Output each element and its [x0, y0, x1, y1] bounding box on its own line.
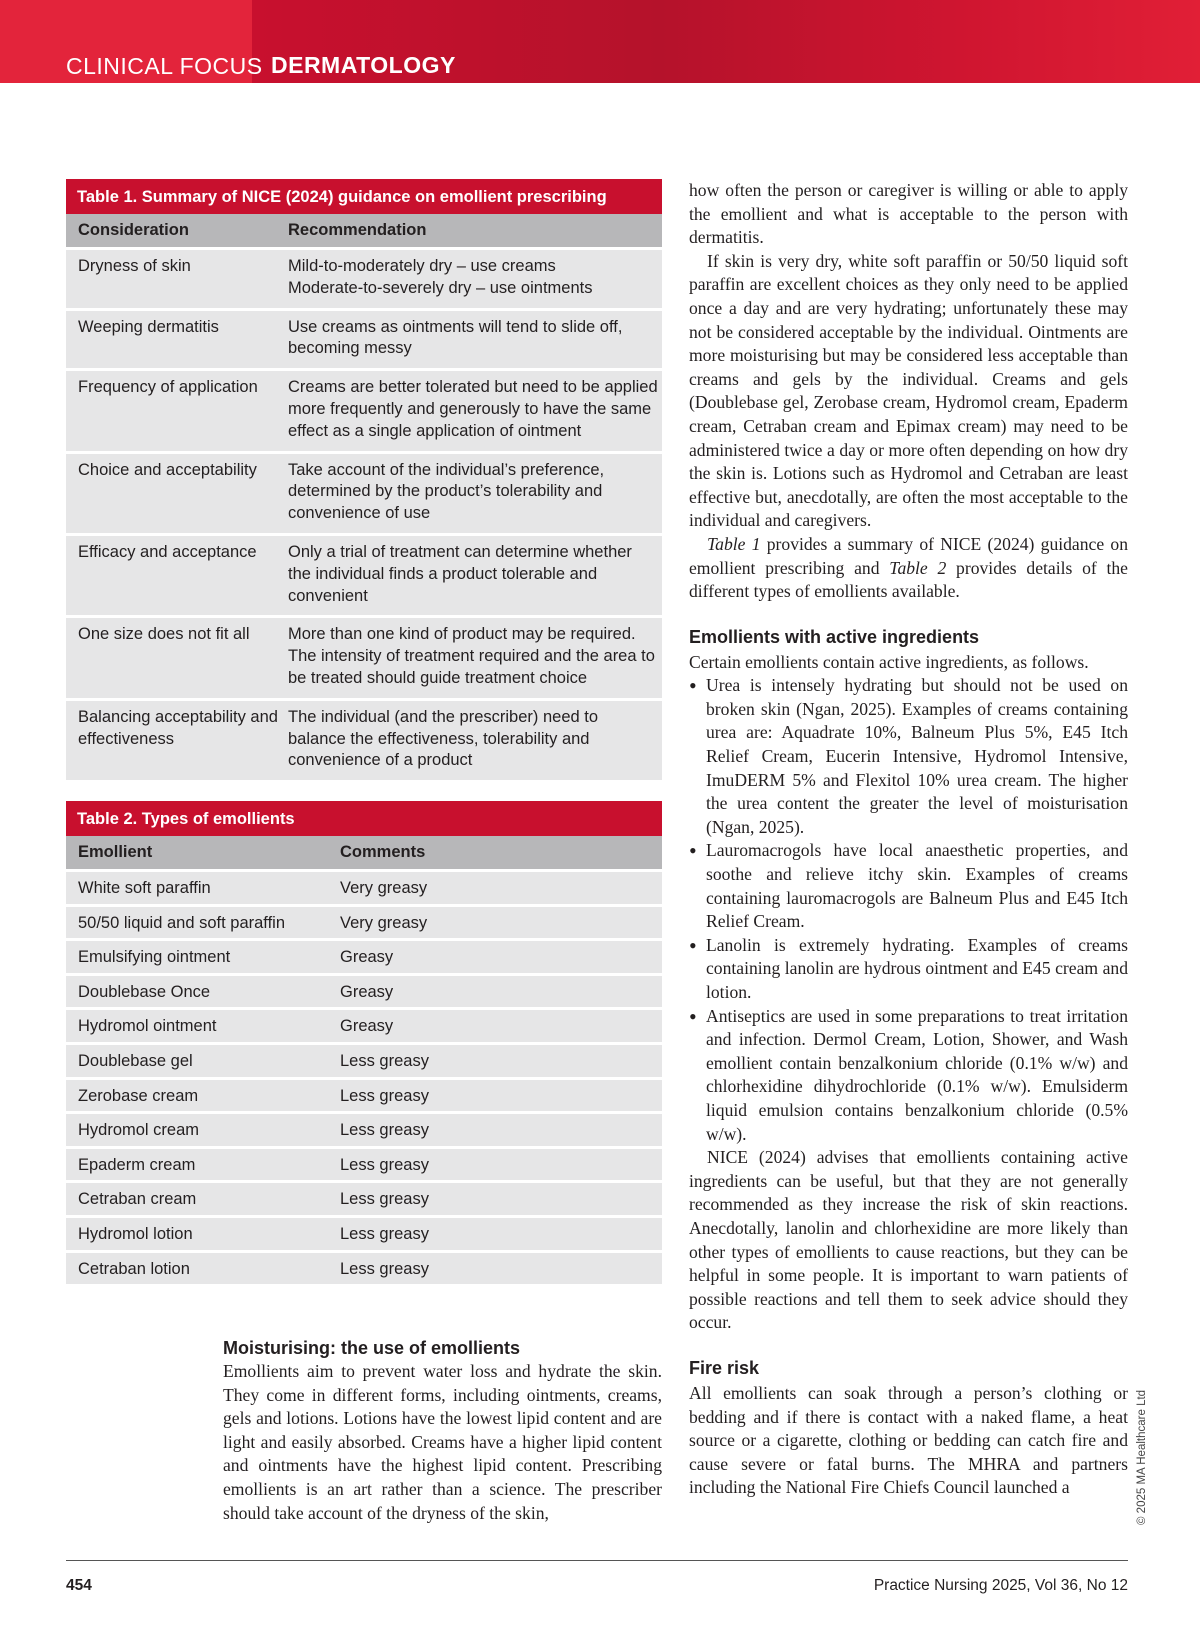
table-row	[66, 247, 662, 308]
table-2-reference: Table 2	[889, 557, 947, 578]
table-row	[66, 869, 662, 904]
comment-cell: Less greasy	[340, 1155, 429, 1174]
emollient-cell: Zerobase cream	[78, 1086, 199, 1105]
copyright-notice: © 2025 MA Healthcare Ltd	[1136, 1389, 1148, 1525]
recommendation-cell: Mild-to-moderately dry – use creams Moderate-to-severely dry – use ointments	[288, 257, 593, 297]
list-item: • Lanolin is extremely hydrating. Examples of creams containing lanolin are hydrous ointment and E45 cream and lotion.	[689, 934, 1128, 1005]
reference-text: provides details of the different types of emollients available.	[689, 557, 1128, 602]
paragraph: If skin is very dry, white soft paraffin or 50/50 liquid soft paraffin are excellent choices as they only need to be applied once a day and are very hydrating; unfortunately these may not be considered acceptable by the individual. Ointments are more moisturising but may be considered less acceptable than creams and gels by the individual. Creams and gels (Doublebase gel, Zerobase cream, Hydromol cream, Epaderm cream, Cetraban cream and Epimax cream) may need to be administered twice a day or more often depending on how dry the skin is. Lotions such as Hydromol and Cetraban are least effective but, anecdotally, are often the most acceptable to the individual and caregivers.	[689, 250, 1128, 531]
section-label: CLINICAL FOCUS	[66, 53, 263, 79]
table-row	[66, 904, 662, 939]
table-2-caption: Table 2. Types of emollients	[66, 801, 662, 836]
table-row	[66, 368, 662, 450]
list-item: • Urea is intensely hydrating but should not be used on broken skin (Ngan, 2025). Examples of creams containing urea are: Aquadrate 10%, Balneum Plus 5%, E45 Itch Relief Cream, Eucerin Intensive, Hydromol Intensive, ImuDERM 5% and Flexitol 10% urea cream. The higher the urea content the greater the level of moisturisation (Ngan, 2025).	[689, 674, 1128, 839]
table-row	[66, 1077, 662, 1112]
emollient-cell: Hydromol cream	[78, 1121, 200, 1140]
consideration-cell: Frequency of application	[78, 378, 258, 397]
table-row	[66, 533, 662, 615]
emollient-cell: Cetraban lotion	[78, 1259, 190, 1278]
comment-cell: Less greasy	[340, 1051, 429, 1070]
emollient-cell: Cetraban cream	[78, 1190, 197, 1209]
paragraph: how often the person or caregiver is willing or able to apply the emollient and what is acceptable to the person with dermatitis.	[689, 180, 1128, 248]
comment-cell: Less greasy	[340, 1121, 429, 1140]
moisturising-section	[223, 1336, 662, 1525]
emollient-cell: Epaderm cream	[78, 1155, 196, 1174]
table-row	[66, 1111, 662, 1146]
table-1-header-row	[66, 214, 662, 247]
recommendation-cell: Take account of the individual’s preference, determined by the product’s tolerability and convenience of use	[288, 460, 605, 523]
section-banner	[0, 0, 1200, 83]
emollient-cell: 50/50 liquid and soft paraffin	[78, 913, 286, 932]
table-2	[66, 801, 662, 1284]
table-row	[66, 938, 662, 973]
comment-cell: Less greasy	[340, 1224, 429, 1243]
table-row	[66, 1215, 662, 1250]
emollient-cell: Hydromol lotion	[78, 1224, 193, 1243]
emollient-cell: Emulsifying ointment	[78, 948, 231, 967]
paragraph-table-reference	[689, 533, 1128, 604]
table-1-caption: Table 1. Summary of NICE (2024) guidance on emollient prescribing	[66, 179, 662, 214]
table-2-header-emollient: Emollient	[78, 843, 153, 861]
recommendation-cell: The individual (and the prescriber) need to balance the effectiveness, tolerability and convenience of a product	[288, 707, 599, 770]
table-1-header-consideration: Consideration	[78, 221, 189, 239]
recommendation-cell: More than one kind of product may be required. The intensity of treatment required and the area to be treated should guide treatment choice	[288, 625, 655, 687]
emollient-cell: Doublebase gel	[78, 1051, 193, 1070]
reference-text: provides a summary of NICE (2024) guidance on emollient prescribing and	[689, 533, 1128, 578]
active-ingredients-heading: Emollients with active ingredients	[689, 626, 980, 647]
footer-divider	[66, 1560, 1128, 1561]
right-column	[689, 179, 1128, 1500]
table-2-header-comments: Comments	[340, 843, 426, 861]
recommendation-cell: Creams are better tolerated but need to be applied more frequently and generously to have the same effect as a single application of ointment	[288, 378, 658, 440]
table-2-header-row	[66, 836, 662, 869]
comment-cell: Less greasy	[340, 1259, 429, 1278]
table-row	[66, 615, 662, 697]
moisturising-body: Emollients aim to prevent water loss and hydrate the skin. They come in different forms, including ointments, creams, gels and lotions. Lotions have the lowest lipid content and are light and easily absorbed. Creams have a higher lipid content and ointments have the highest lipid content. Prescribing emollients is an art rather than a science. The prescriber should take account of the dryness of the skin,	[223, 1361, 662, 1523]
list-item: • Lauromacrogols have local anaesthetic properties, and soothe and relieve itchy skin. Examples of creams containing lauromacrogols are Balneum Plus and E45 Itch Relief Cream.	[689, 839, 1128, 933]
comment-cell: Greasy	[340, 982, 394, 1001]
topic-label: DERMATOLOGY	[271, 52, 456, 78]
table-row	[66, 1042, 662, 1077]
fire-risk-heading: Fire risk	[689, 1357, 760, 1378]
active-ingredients-intro: Certain emollients contain active ingredients, as follows.	[689, 651, 1089, 672]
page-number: 454	[66, 1577, 92, 1594]
table-row	[66, 973, 662, 1008]
consideration-cell: Choice and acceptability	[78, 460, 257, 479]
table-1	[66, 179, 662, 780]
comment-cell: Very greasy	[340, 913, 428, 932]
table-row	[66, 451, 662, 533]
table-1-header-recommendation: Recommendation	[288, 221, 427, 239]
table-row	[66, 1007, 662, 1042]
table-row	[66, 698, 662, 780]
comment-cell: Less greasy	[340, 1086, 429, 1105]
list-item: • Antiseptics are used in some preparations to treat irritation and infection. Dermol Cream, Lotion, Shower, and Wash emollient contain benzalkonium chloride (0.1% w/w) and chlorhexidine dihydrochloride (0.1% w/w). Emulsiderm liquid emulsion contains benzalkonium chloride (0.5% w/w).	[689, 1005, 1128, 1147]
emollient-cell: White soft paraffin	[78, 879, 211, 897]
table-row	[66, 1250, 662, 1285]
recommendation-cell: Only a trial of treatment can determine whether the individual finds a product tolerable and convenient	[288, 542, 632, 605]
nice-advice-paragraph: NICE (2024) advises that emollients containing active ingredients can be useful, but that they are not generally recommended as they increase the risk of skin reactions. Anecdotally, lanolin and chlorhexidine are more likely than other types of emollients to cause reactions, but they can be helpful in some people. It is important to warn patients of possible reactions and tell them to seek advice should they occur.	[689, 1147, 1128, 1333]
comment-cell: Greasy	[340, 1017, 394, 1036]
fire-risk-body: All emollients can soak through a person’s clothing or bedding and if there is contact with a naked flame, a heat source or a cigarette, clothing or bedding can catch fire and cause severe or fatal burns. The MHRA and partners including the National Fire Chiefs Council launched a	[689, 1382, 1128, 1498]
active-ingredients-list	[689, 674, 1128, 1146]
consideration-cell: Weeping dermatitis	[78, 317, 219, 336]
consideration-cell: Dryness of skin	[78, 257, 191, 275]
consideration-cell: Efficacy and acceptance	[78, 542, 257, 561]
table-1-reference: Table 1	[707, 533, 761, 554]
moisturising-heading: Moisturising: the use of emollients	[223, 1338, 521, 1358]
emollient-cell: Hydromol ointment	[78, 1017, 217, 1036]
consideration-cell: One size does not fit all	[78, 625, 250, 644]
emollient-cell: Doublebase Once	[78, 982, 211, 1001]
table-row	[66, 308, 662, 369]
comment-cell: Very greasy	[340, 879, 428, 897]
journal-citation: Practice Nursing 2025, Vol 36, No 12	[873, 1577, 1128, 1594]
recommendation-cell: Use creams as ointments will tend to slide off, becoming messy	[288, 317, 623, 358]
table-row	[66, 1180, 662, 1215]
consideration-cell: Balancing acceptability and effectiveness	[78, 707, 278, 748]
comment-cell: Greasy	[340, 948, 394, 967]
table-row	[66, 1146, 662, 1181]
comment-cell: Less greasy	[340, 1190, 429, 1209]
